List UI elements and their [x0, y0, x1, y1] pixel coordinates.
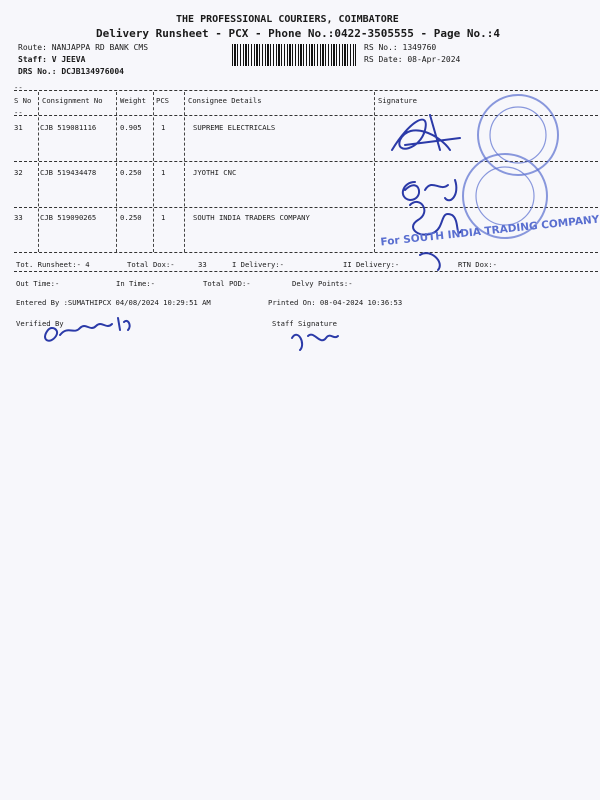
- printed-on: Printed On: 08-04-2024 10:36:53: [268, 298, 403, 307]
- row-pcs: 1: [161, 123, 166, 132]
- i-delivery: I Delivery:-: [232, 260, 284, 269]
- dash-mark: --: [14, 83, 23, 92]
- col-weight: Weight: [120, 96, 146, 105]
- row-consignment: CJB 519090265: [40, 213, 97, 222]
- total-pod: Total POD:-: [203, 279, 251, 288]
- entered-by: Entered By :SUMATHIPCX 04/08/2024 10:29:51 AM: [16, 298, 211, 307]
- ii-delivery: II Delivery:-: [343, 260, 400, 269]
- row-sno: 31: [14, 123, 23, 132]
- row-pcs: 1: [161, 168, 166, 177]
- staff-signature-label: Staff Signature: [272, 319, 337, 328]
- round-stamp-icon: [478, 95, 558, 175]
- row-pcs: 1: [161, 213, 166, 222]
- signature-icon: [292, 335, 338, 350]
- col-pcs: PCS: [156, 96, 169, 105]
- row-weight: 0.250: [120, 213, 142, 222]
- row-weight: 0.250: [120, 168, 142, 177]
- runsheet-subtitle: Delivery Runsheet - PCX - Phone No.:0422-3505555 - Page No.:4: [96, 27, 500, 40]
- total-dox-label: Total Dox:-: [127, 260, 175, 269]
- drs-number: DRS No.: DCJB134976004: [18, 67, 124, 76]
- signature-icon: [392, 115, 460, 150]
- staff-text: Staff: V JEEVA: [18, 55, 86, 64]
- row-sno: 33: [14, 213, 23, 222]
- route-text: Route: NANJAPPA RD BANK CMS: [18, 43, 149, 52]
- row-consignment: CJB 519081116: [40, 123, 97, 132]
- row-consignee: SOUTH INDIA TRADERS COMPANY: [193, 213, 310, 222]
- company-title: THE PROFESSIONAL COURIERS, COIMBATORE: [176, 14, 399, 25]
- row-consignee: SUPREME ELECTRICALS: [193, 123, 276, 132]
- row-weight: 0.905: [120, 123, 142, 132]
- row-consignment: CJB 519434478: [40, 168, 97, 177]
- delvy-points: Delvy Points:-: [292, 279, 353, 288]
- total-dox-value: 33: [198, 260, 207, 269]
- company-stamp-text: For SOUTH INDIA TRADING COMPANY: [379, 213, 600, 249]
- in-time: In Time:-: [116, 279, 155, 288]
- row-sno: 32: [14, 168, 23, 177]
- col-signature: Signature: [378, 96, 417, 105]
- rs-date: RS Date: 08-Apr-2024: [364, 55, 461, 64]
- dash-mark: --: [14, 108, 23, 117]
- col-consignee: Consignee Details: [188, 96, 262, 105]
- col-consignment: Consignment No: [42, 96, 103, 105]
- signature-icon: [45, 318, 130, 341]
- out-time: Out Time:-: [16, 279, 60, 288]
- row-consignee: JYOTHI CNC: [193, 168, 237, 177]
- tot-runsheet: Tot. Runsheet:- 4: [16, 260, 90, 269]
- rs-number: RS No.: 1349760: [364, 43, 437, 52]
- rtn-dox: RTN Dox:-: [458, 260, 497, 269]
- verified-by-label: Verified By: [16, 319, 64, 328]
- signature-icon: [403, 180, 457, 200]
- col-sno: S No: [14, 96, 32, 105]
